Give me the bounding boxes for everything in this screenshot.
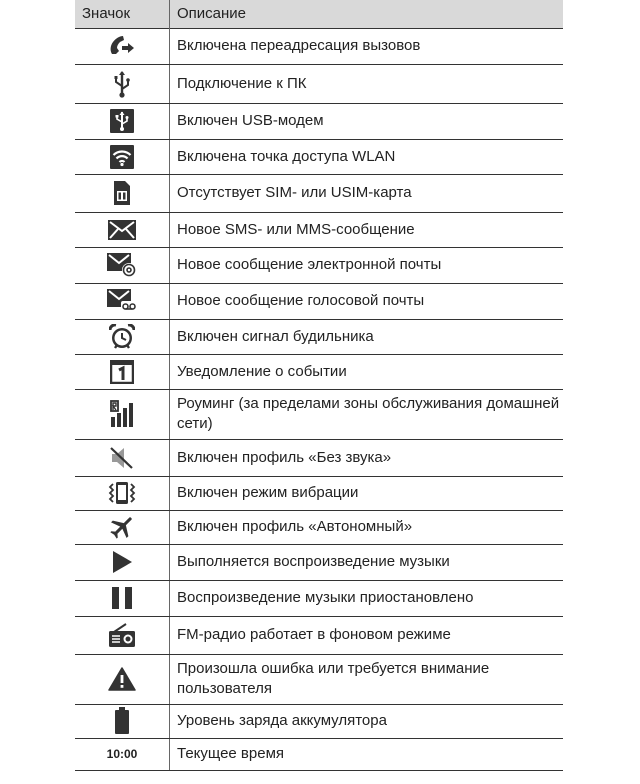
table-row bbox=[75, 174, 563, 212]
table-row bbox=[75, 354, 563, 389]
table-row bbox=[75, 28, 563, 64]
row-description: Включена точка доступа WLAN bbox=[170, 139, 564, 174]
table-row bbox=[75, 616, 563, 654]
table-row bbox=[75, 319, 563, 354]
header-desc-col: Описание bbox=[177, 5, 247, 23]
row-description: Включен профиль «Без звука» bbox=[170, 439, 564, 476]
row-description: Произошла ошибка или требуется внимание пользователя bbox=[170, 654, 564, 704]
battery-icon bbox=[114, 707, 130, 735]
row-description: Новое сообщение голосовой почты bbox=[170, 283, 564, 319]
row-description: Подключение к ПК bbox=[170, 64, 564, 103]
calendar-event-icon bbox=[110, 360, 134, 384]
row-description: Включен USB-модем bbox=[170, 103, 564, 139]
mute-icon bbox=[109, 446, 135, 470]
row-description: Уведомление о событии bbox=[170, 354, 564, 389]
table-row bbox=[75, 580, 563, 616]
alarm-icon bbox=[109, 324, 135, 350]
table-row bbox=[75, 64, 563, 103]
pause-icon bbox=[111, 586, 133, 610]
table-row bbox=[75, 389, 563, 439]
airplane-icon bbox=[109, 514, 135, 540]
table-header bbox=[75, 0, 563, 28]
row-description: Воспроизведение музыки приостановлено bbox=[170, 580, 564, 616]
table-row bbox=[75, 439, 563, 476]
row-description: Включен режим вибрации bbox=[170, 476, 564, 510]
no-sim-icon bbox=[112, 180, 132, 206]
call-forwarding-icon bbox=[109, 34, 135, 58]
row-description: Включена переадресация вызовов bbox=[170, 28, 564, 64]
email-icon bbox=[107, 253, 137, 277]
table-row bbox=[75, 476, 563, 510]
table-row bbox=[75, 247, 563, 283]
header-icon-col: Значок bbox=[75, 0, 170, 28]
table-row bbox=[75, 654, 563, 704]
roaming-icon bbox=[110, 400, 134, 428]
table-row bbox=[75, 544, 563, 580]
message-icon bbox=[108, 220, 136, 240]
table-row bbox=[75, 139, 563, 174]
icon-table bbox=[75, 0, 563, 771]
warning-icon bbox=[108, 667, 136, 691]
voicemail-icon bbox=[107, 289, 137, 313]
wlan-hotspot-icon bbox=[110, 145, 134, 169]
row-description: Текущее время bbox=[170, 738, 564, 770]
row-description: FM-радио работает в фоновом режиме bbox=[170, 616, 564, 654]
usb-modem-icon bbox=[110, 109, 134, 133]
row-description: Включен сигнал будильника bbox=[170, 319, 564, 354]
row-description: Включен профиль «Автономный» bbox=[170, 510, 564, 544]
row-description: Уровень заряда аккумулятора bbox=[170, 704, 564, 738]
vibration-icon bbox=[107, 481, 137, 505]
row-description: Выполняется воспроизведение музыки bbox=[170, 544, 564, 580]
table-row bbox=[75, 510, 563, 544]
row-description: Роуминг (за пределами зоны обслуживания домашней сети) bbox=[170, 389, 564, 439]
usb-icon bbox=[112, 70, 132, 98]
table-row bbox=[75, 704, 563, 738]
play-icon bbox=[111, 550, 133, 574]
row-description: Отсутствует SIM- или USIM-карта bbox=[170, 174, 564, 212]
row-description: Новое сообщение электронной почты bbox=[170, 247, 564, 283]
table-row bbox=[75, 103, 563, 139]
fm-radio-icon bbox=[108, 622, 136, 648]
row-description: Новое SMS- или MMS-сообщение bbox=[170, 212, 564, 247]
table-row bbox=[75, 212, 563, 247]
table-row bbox=[75, 738, 563, 770]
clock-text: 10:00 bbox=[106, 747, 138, 761]
table-row bbox=[75, 283, 563, 319]
